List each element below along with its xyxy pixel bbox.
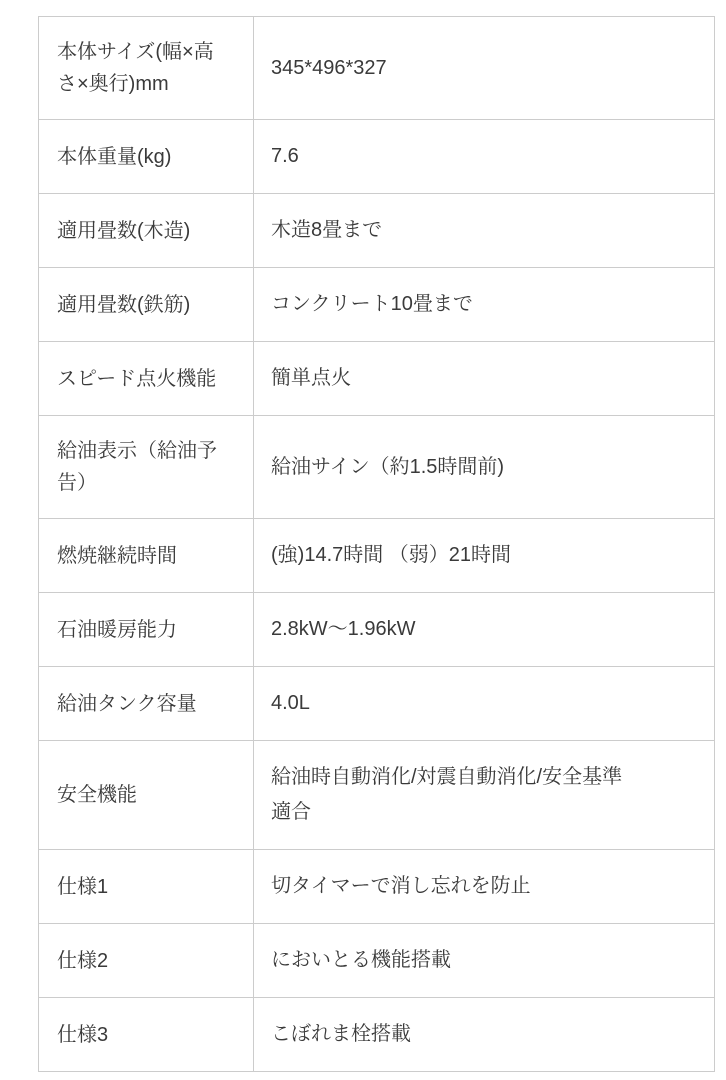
table-row: [39, 593, 715, 667]
spec-row-value: 給油時自動消化/対震自動消化/安全基準適合: [254, 741, 715, 850]
table-row: [39, 268, 715, 342]
spec-row-label: 仕様2: [39, 924, 254, 998]
table-row: [39, 998, 715, 1072]
spec-row-value: 2.8kW〜1.96kW: [254, 593, 715, 667]
spec-row-value: においとる機能搭載: [254, 924, 715, 998]
spec-row-label: 本体重量(kg): [39, 120, 254, 194]
spec-row-value: 7.6: [254, 120, 715, 194]
table-row: [39, 120, 715, 194]
spec-row-label: 給油タンク容量: [39, 667, 254, 741]
spec-row-label: 石油暖房能力: [39, 593, 254, 667]
spec-row-value: 木造8畳まで: [254, 194, 715, 268]
table-row: [39, 17, 715, 120]
spec-row-value: 簡単点火: [254, 342, 715, 416]
spec-row-label: 給油表示（給油予告）: [39, 416, 254, 519]
spec-row-label: 仕様1: [39, 850, 254, 924]
spec-row-value: こぼれま栓搭載: [254, 998, 715, 1072]
spec-row-label: 適用畳数(木造): [39, 194, 254, 268]
spec-row-value: 345*496*327: [254, 17, 715, 120]
spec-table-container: [38, 16, 714, 1072]
spec-row-value: コンクリート10畳まで: [254, 268, 715, 342]
spec-row-value: 4.0L: [254, 667, 715, 741]
table-row: [39, 667, 715, 741]
spec-row-value: 切タイマーで消し忘れを防止: [254, 850, 715, 924]
spec-row-label: 安全機能: [39, 741, 254, 850]
table-row: [39, 416, 715, 519]
spec-row-label: 仕様3: [39, 998, 254, 1072]
table-row: [39, 741, 715, 850]
spec-row-value: (強)14.7時間 （弱）21時間: [254, 519, 715, 593]
table-row: [39, 519, 715, 593]
spec-row-value: 給油サイン（約1.5時間前): [254, 416, 715, 519]
spec-row-label: スピード点火機能: [39, 342, 254, 416]
table-row: [39, 924, 715, 998]
spec-row-label: 適用畳数(鉄筋): [39, 268, 254, 342]
spec-row-label: 本体サイズ(幅×高さ×奥行)mm: [39, 17, 254, 120]
spec-row-label: 燃焼継続時間: [39, 519, 254, 593]
table-row: [39, 194, 715, 268]
table-row: [39, 342, 715, 416]
table-row: [39, 850, 715, 924]
product-spec-table: [38, 16, 715, 1072]
